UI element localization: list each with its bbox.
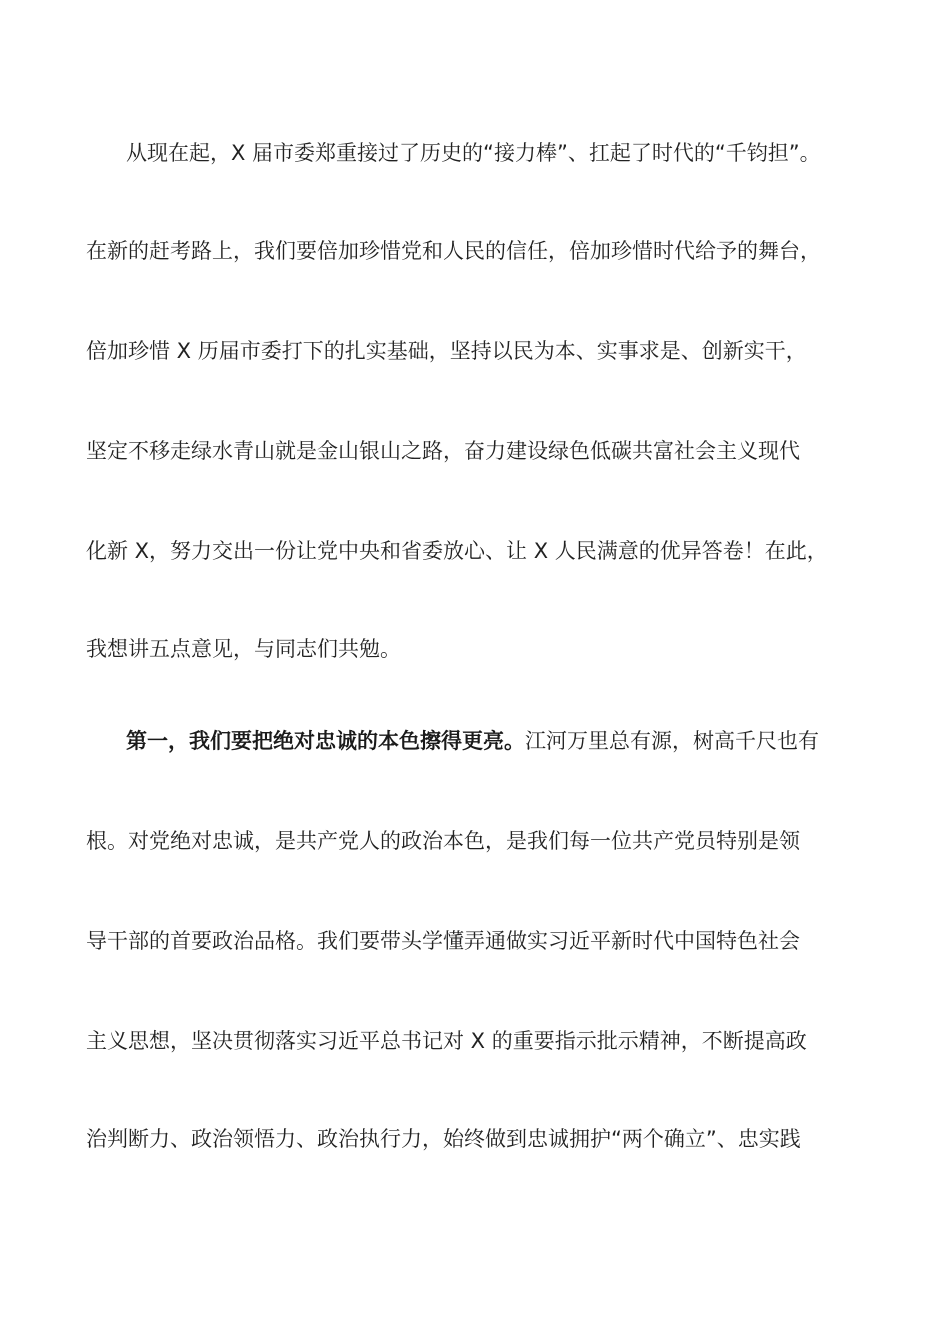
text-line: 从现在起，X 届市委郑重接过了历史的“接力棒”、扛起了时代的“千钧担”。 (126, 141, 821, 165)
text-line: 主义思想，坚决贯彻落实习近平总书记对 X 的重要指示批示精神，不断提高政 (86, 1029, 807, 1053)
text-line: 导干部的首要政治品格。我们要带头学懂弄通做实习近平新时代中国特色社会 (86, 929, 800, 953)
text-line: 在新的赶考路上，我们要倍加珍惜党和人民的信任，倍加珍惜时代给予的舞台， (86, 239, 821, 263)
text-line: 坚定不移走绿水青山就是金山银山之路，奋力建设绿色低碳共富社会主义现代 (86, 439, 800, 463)
text-line: 化新 X，努力交出一份让党中央和省委放心、让 X 人民满意的优异答卷！在此， (86, 539, 828, 563)
text-line: 倍加珍惜 X 历届市委打下的扎实基础，坚持以民为本、实事求是、创新实干， (86, 339, 807, 363)
text-line: 根。对党绝对忠诚，是共产党人的政治本色，是我们每一位共产党员特别是领 (86, 829, 800, 853)
section-heading: 第一，我们要把绝对忠诚的本色擦得更亮。 (126, 729, 525, 753)
text-run: 江河万里总有源，树高千尺也有 (525, 729, 819, 753)
text-line: 治判断力、政治领悟力、政治执行力，始终做到忠诚拥护“两个确立”、忠实践 (86, 1127, 801, 1151)
text-line (126, 726, 886, 756)
text-line: 我想讲五点意见，与同志们共勉。 (86, 637, 401, 661)
